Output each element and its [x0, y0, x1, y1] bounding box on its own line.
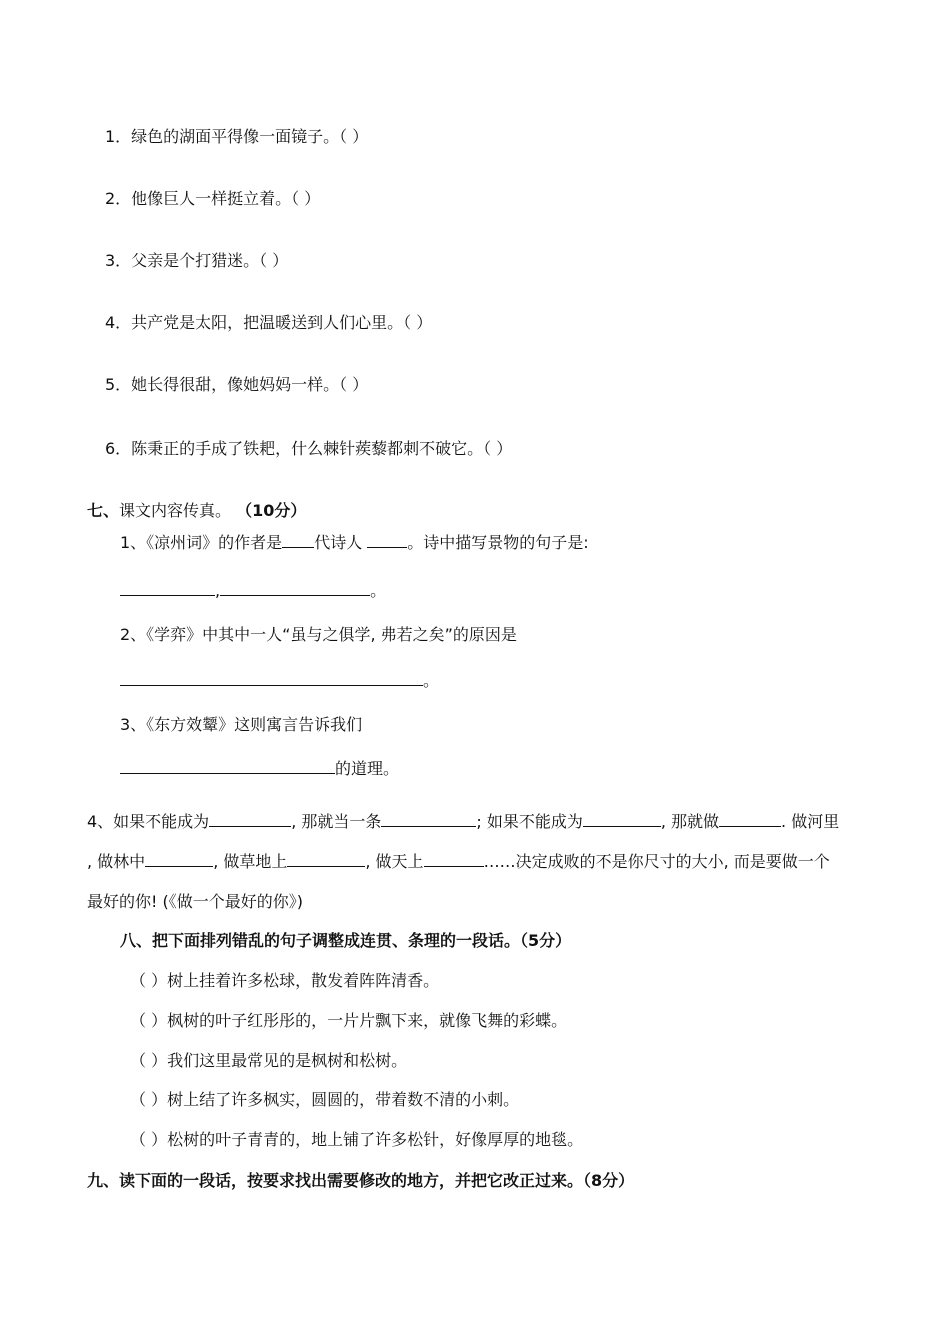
q4-blank-1[interactable]: [209, 812, 291, 827]
q4-text-9: ……决定成败的不是你尺寸的大小, 而是要做一个: [483, 852, 830, 871]
sentence-5: 5．她长得很甜，像她妈妈一样。（ ）: [105, 375, 369, 394]
section9-title: 九、读下面的一段话，按要求找出需要修改的地方，并把它改正过来。: [87, 1171, 584, 1190]
section7-number: 七、: [87, 501, 120, 520]
sentence-3: 3．父亲是个打猎迷。（ ）: [105, 251, 289, 270]
question-2-answer: [120, 668, 439, 691]
sentence-1: 1．绿色的湖面平得像一面镜子。（ ）: [105, 127, 369, 146]
q4-text-6: , 做林中: [87, 852, 146, 871]
q1-text-b: 代诗人: [314, 533, 363, 552]
section7-score: （10分）: [236, 501, 307, 520]
sentence-2: 2．他像巨人一样挺立着。（ ）: [105, 189, 321, 208]
section7-title: 课文内容传真。: [119, 501, 232, 520]
q4-text-5: . 做河里: [781, 812, 840, 831]
question-4-line-2: [87, 849, 830, 872]
q1-blank-poet[interactable]: [367, 533, 407, 548]
q2-end: 。: [423, 671, 440, 690]
sentence-4: 4．共产党是太阳，把温暖送到人们心里。（ ）: [105, 313, 433, 332]
question-1-answer: [120, 578, 386, 601]
question-4-line-1: [87, 809, 839, 832]
q1-separator: ,: [215, 581, 221, 600]
q1-text-a: 1、《凉州词》的作者是: [120, 533, 283, 552]
question-3: 3、《东方效颦》这则寓言告诉我们: [120, 715, 363, 734]
section8-heading: [120, 928, 571, 951]
reorder-item-3: （ ）我们这里最常见的是枫树和松树。: [130, 1051, 408, 1070]
section8-title: 八、把下面排列错乱的句子调整成连贯、条理的一段话。: [120, 931, 521, 950]
section9-score: （8分）: [583, 1171, 635, 1190]
question-3-answer: [120, 756, 399, 779]
q3-blank[interactable]: [120, 759, 335, 774]
reorder-item-4: （ ）树上结了许多枫实，圆圆的，带着数不清的小刺。: [130, 1090, 520, 1109]
question-4-line-3: 最好的你! (《做一个最好的你》): [87, 892, 303, 911]
q4-blank-4[interactable]: [719, 812, 781, 827]
q4-blank-6[interactable]: [287, 852, 365, 867]
section9-heading: [87, 1168, 634, 1191]
q4-blank-5[interactable]: [145, 852, 213, 867]
q1-blank-dynasty[interactable]: [282, 533, 314, 548]
reorder-item-2: （ ）枫树的叶子红彤彤的，一片片飘下来，就像飞舞的彩蝶。: [130, 1011, 568, 1030]
q1-blank-line-1[interactable]: [120, 581, 215, 596]
q1-blank-line-2[interactable]: [220, 581, 370, 596]
q4-blank-3[interactable]: [583, 812, 661, 827]
q4-text-1: 4、如果不能成为: [87, 812, 210, 831]
question-2: 2、《学弈》中其中一人“虽与之俱学, 弗若之矣”的原因是: [120, 625, 517, 644]
section8-score: （5分）: [520, 931, 572, 950]
q1-end: 。: [370, 581, 387, 600]
reorder-item-5: （ ）松树的叶子青青的，地上铺了许多松针，好像厚厚的地毯。: [130, 1130, 584, 1149]
q4-blank-7[interactable]: [424, 852, 484, 867]
q3-end: 的道理。: [335, 759, 400, 778]
question-1: [120, 530, 589, 553]
q4-text-8: , 做天上: [365, 852, 424, 871]
q4-text-2: , 那就当一条: [291, 812, 382, 831]
q4-text-4: , 那就做: [660, 812, 720, 831]
section7-heading: [87, 498, 306, 521]
q4-blank-2[interactable]: [381, 812, 476, 827]
reorder-item-1: （ ）树上挂着许多松球，散发着阵阵清香。: [130, 971, 440, 990]
sentence-6: 6．陈秉正的手成了铁耙，什么棘针蒺藜都刺不破它。（ ）: [105, 439, 513, 458]
q4-text-3: ; 如果不能成为: [476, 812, 583, 831]
q2-blank[interactable]: [120, 671, 423, 686]
q1-text-c: 。诗中描写景物的句子是:: [407, 533, 589, 552]
q4-text-7: , 做草地上: [213, 852, 288, 871]
